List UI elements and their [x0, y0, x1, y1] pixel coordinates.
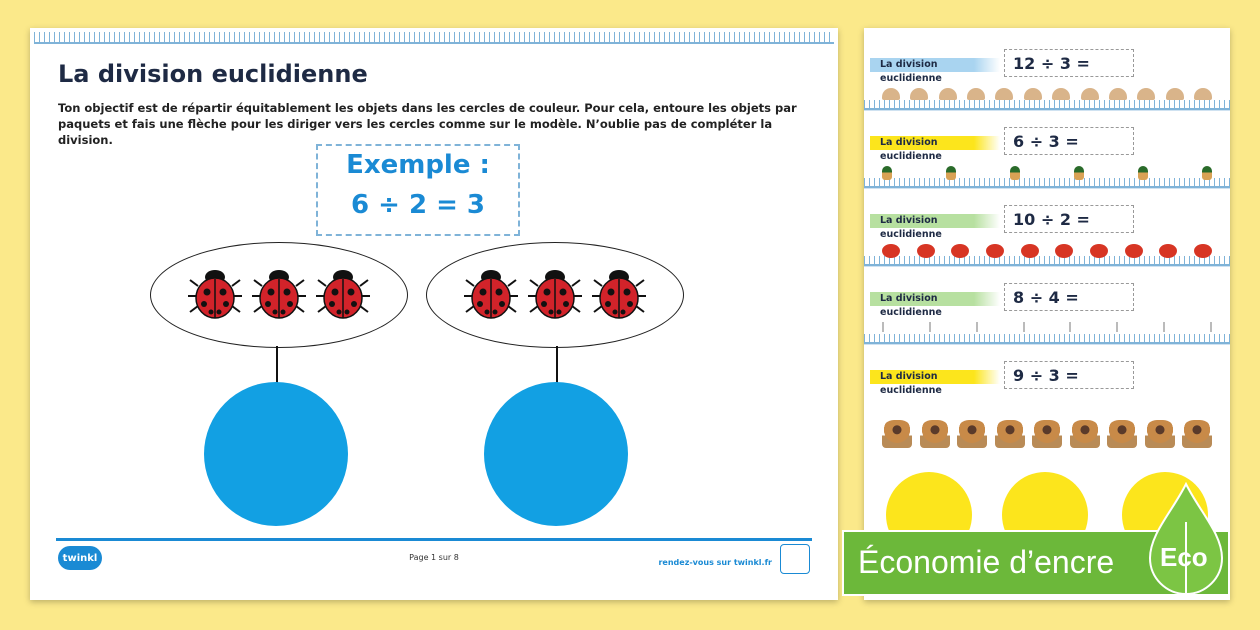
exercise-row [864, 188, 1230, 267]
bread-icon [1024, 88, 1042, 100]
example-box [316, 144, 520, 236]
footer-divider [56, 538, 812, 541]
row-tag: La division euclidienne [870, 136, 1000, 150]
duck-icon [1138, 166, 1148, 180]
target-circle [484, 382, 628, 526]
apple-icon [882, 244, 900, 258]
row-equation: 12 ÷ 3 = [1004, 49, 1134, 77]
muffin-icon [920, 420, 950, 448]
duck-icon [1202, 166, 1212, 180]
tick-icon [1069, 322, 1071, 332]
worksheet-page [30, 28, 838, 600]
muffin-icon [1032, 420, 1062, 448]
apple-icon [1125, 244, 1143, 258]
apple-icon [986, 244, 1004, 258]
duck-icon [1010, 166, 1020, 180]
top-ruler [34, 32, 834, 44]
muffin-icon [882, 420, 912, 448]
row-equation: 8 ÷ 4 = [1004, 283, 1134, 311]
row-tag: La division euclidienne [870, 214, 1000, 228]
duck-icon [946, 166, 956, 180]
bread-icon [995, 88, 1013, 100]
tick-icon [1023, 322, 1025, 332]
row-items [882, 166, 1212, 180]
tick-icon [976, 322, 978, 332]
instructions-text: Ton objectif est de répartir équitablement les objets dans les cercles de couleur. Pour cela, entoure les objets par paquets et fais une flèche pour les diriger vers les cercles comme sur le modèle. N’oublie pas de compléter la division. [58, 101, 797, 147]
bread-icon [1109, 88, 1127, 100]
site-link: rendez-vous sur twinkl.fr [658, 558, 772, 567]
tick-icon [1163, 322, 1165, 332]
ladybug-icon [250, 264, 308, 326]
row-items [882, 244, 1212, 258]
leaf-drop-icon [1148, 482, 1224, 600]
bread-icon [1052, 88, 1070, 100]
bread-icon [1194, 88, 1212, 100]
twinkl-logo: twinkl [58, 546, 102, 570]
ladybug-icon [186, 264, 244, 326]
bread-icon [882, 88, 900, 100]
row-equation: 10 ÷ 2 = [1004, 205, 1134, 233]
muffin-icon [1182, 420, 1212, 448]
group-oval [426, 242, 684, 348]
example-label: Exemple : [346, 150, 490, 180]
eco-badge-text: Eco [1160, 542, 1208, 572]
muffin-icon [1107, 420, 1137, 448]
tick-icon [929, 322, 931, 332]
duck-icon [882, 166, 892, 180]
exercise-row [864, 266, 1230, 345]
duck-icon [1074, 166, 1084, 180]
bread-icon [967, 88, 985, 100]
tick-icon [1210, 322, 1212, 332]
row-equation: 9 ÷ 3 = [1004, 361, 1134, 389]
muffin-icon [995, 420, 1025, 448]
page-title: La division euclidienne [58, 60, 368, 88]
ladybug-icon [526, 264, 584, 326]
bread-icon [939, 88, 957, 100]
apple-icon [1159, 244, 1177, 258]
row-tag: La division euclidienne [870, 58, 1000, 72]
ladybug-icon [462, 264, 520, 326]
apple-icon [1055, 244, 1073, 258]
exercise-row [864, 32, 1230, 111]
row-ruler [864, 334, 1230, 344]
row-items [882, 322, 1212, 332]
apple-icon [1090, 244, 1108, 258]
bread-icon [1166, 88, 1184, 100]
quality-badge-icon [780, 544, 810, 574]
bread-icon [1081, 88, 1099, 100]
tick-icon [1116, 322, 1118, 332]
apple-icon [951, 244, 969, 258]
muffin-icon [1070, 420, 1100, 448]
ladybug-icon [314, 264, 372, 326]
apple-icon [917, 244, 935, 258]
row-ruler [864, 100, 1230, 110]
row-tag: La division euclidienne [870, 370, 1000, 384]
exercise-row [864, 110, 1230, 189]
muffin-icon [957, 420, 987, 448]
apple-icon [1194, 244, 1212, 258]
muffin-icon [1145, 420, 1175, 448]
ladybug-icon [590, 264, 648, 326]
row-items [882, 420, 1212, 448]
bread-icon [1137, 88, 1155, 100]
group-oval [150, 242, 408, 348]
row-equation: 6 ÷ 3 = [1004, 127, 1134, 155]
example-equation: 6 ÷ 2 = 3 [350, 190, 486, 220]
target-circle [204, 382, 348, 526]
eco-banner-text: Économie d’encre [858, 544, 1115, 580]
row-items [882, 88, 1212, 100]
page-number: Page 1 sur 8 [409, 553, 459, 562]
apple-icon [1021, 244, 1039, 258]
tick-icon [882, 322, 884, 332]
row-tag: La division euclidienne [870, 292, 1000, 306]
bread-icon [910, 88, 928, 100]
